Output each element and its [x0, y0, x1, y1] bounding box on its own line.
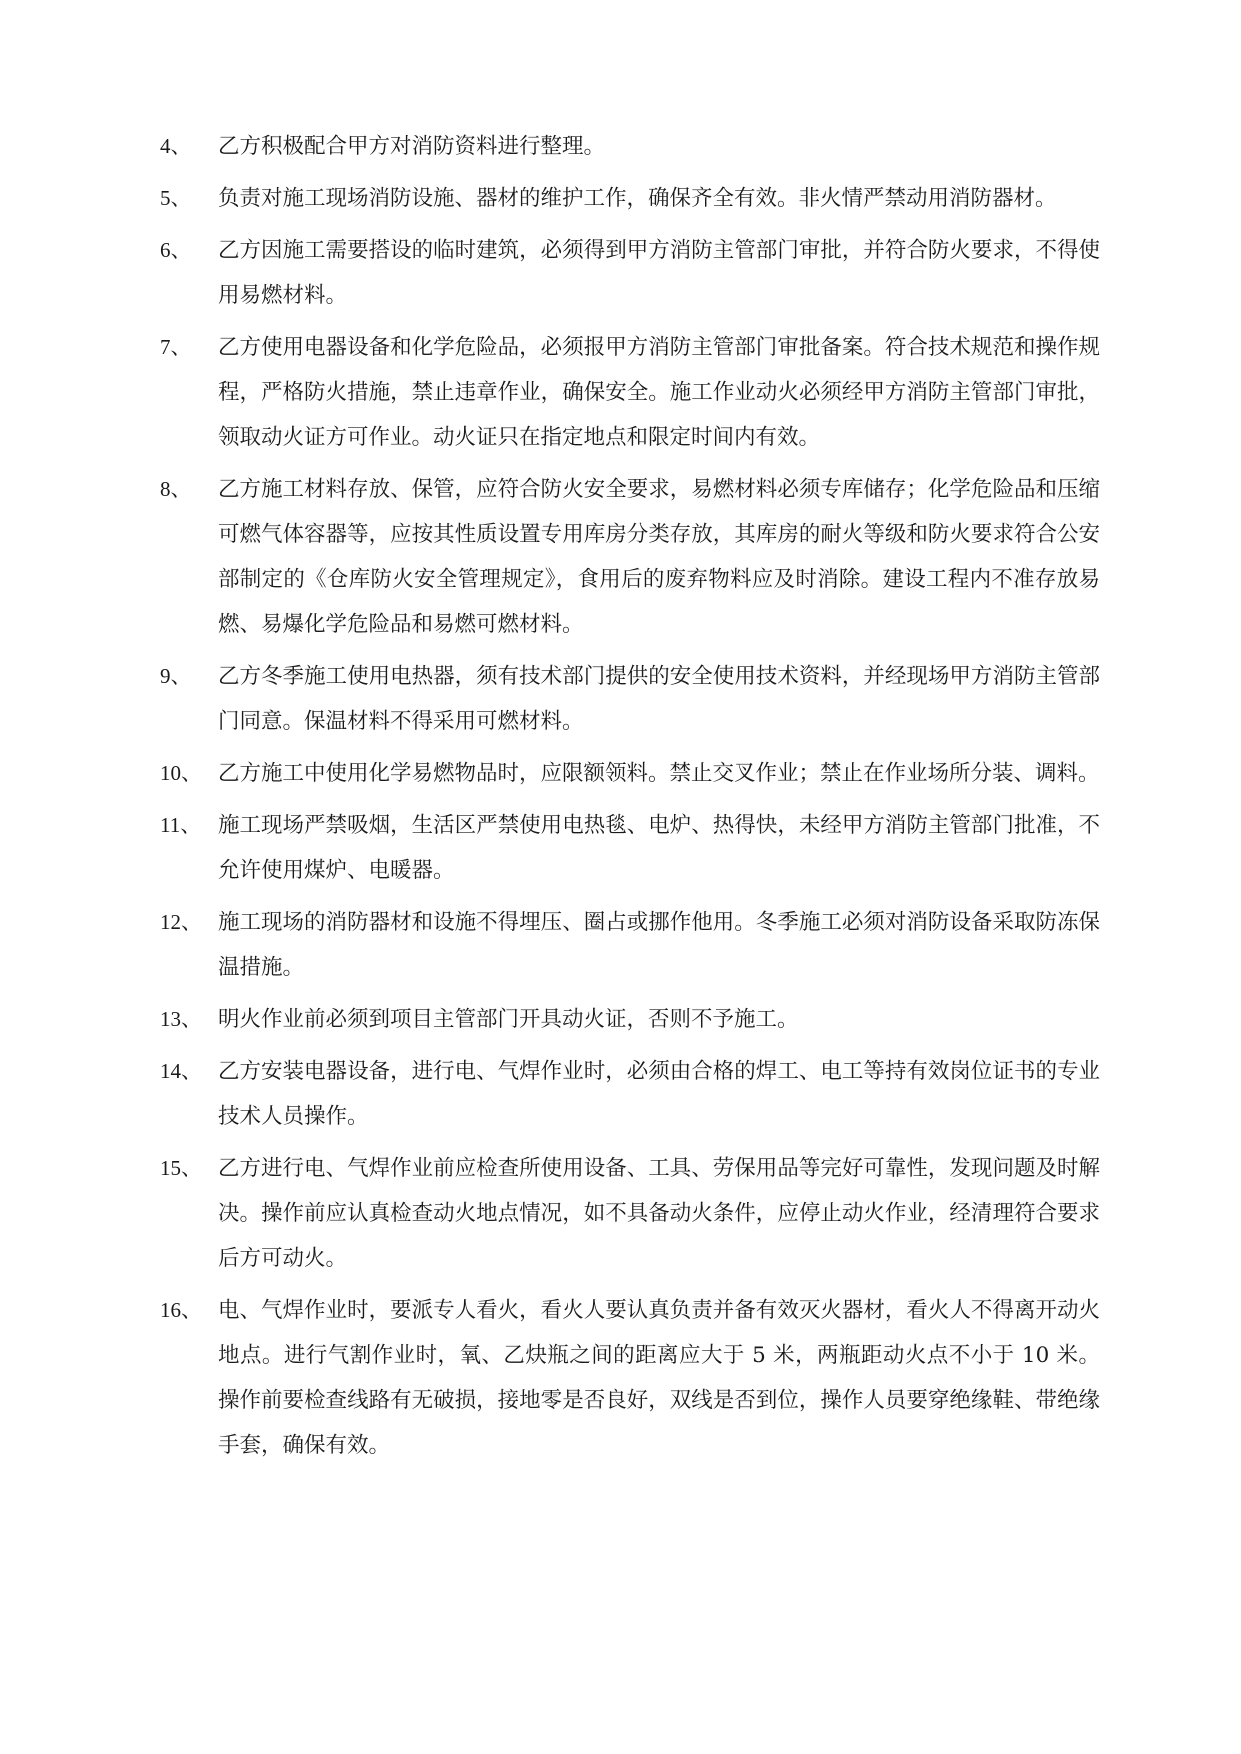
list-item	[160, 1146, 1100, 1288]
clause-list	[160, 124, 1100, 1475]
item-text: 乙方施工材料存放、保管，应符合防火安全要求，易燃材料必须专库储存；化学危险品和压缩可燃气体容器等，应按其性质设置专用库房分类存放，其库房的耐火等级和防火要求符合公安部制定的《仓库防火安全管理规定》，食用后的废弃物料应及时消除。建设工程内不准存放易燃、易爆化学危险品和易燃可燃材料。	[218, 477, 1100, 637]
item-number: 11、	[160, 813, 202, 837]
list-item	[160, 467, 1100, 654]
list-item	[160, 325, 1100, 467]
item-text: 乙方积极配合甲方对消防资料进行整理。	[218, 134, 606, 159]
item-number: 7、	[160, 335, 192, 359]
item-text: 乙方安装电器设备，进行电、气焊作业时，必须由合格的焊工、电工等持有效岗位证书的专业技术人员操作。	[218, 1059, 1100, 1129]
item-text: 乙方施工中使用化学易燃物品时，应限额领料。禁止交叉作业；禁止在作业场所分装、调料。	[218, 761, 1100, 786]
list-item	[160, 176, 1100, 228]
list-item	[160, 654, 1100, 751]
list-item	[160, 900, 1100, 997]
list-item	[160, 124, 1100, 176]
list-item	[160, 751, 1100, 803]
item-text: 乙方使用电器设备和化学危险品，必须报甲方消防主管部门审批备案。符合技术规范和操作规程，严格防火措施，禁止违章作业，确保安全。施工作业动火必须经甲方消防主管部门审批，领取动火证方可作业。动火证只在指定地点和限定时间内有效。	[218, 335, 1100, 450]
list-item	[160, 1049, 1100, 1146]
item-number: 10、	[160, 761, 202, 785]
item-number: 12、	[160, 910, 202, 934]
item-number: 4、	[160, 134, 192, 158]
item-text: 乙方冬季施工使用电热器，须有技术部门提供的安全使用技术资料，并经现场甲方消防主管部门同意。保温材料不得采用可燃材料。	[218, 664, 1100, 734]
item-text: 电、气焊作业时，要派专人看火，看火人要认真负责并备有效灭火器材，看火人不得离开动火地点。进行气割作业时，氧、乙炔瓶之间的距离应大于 5 米，两瓶距动火点不小于 10 米。操作前要检查线路有无破损，接地零是否良好，双线是否到位，操作人员要穿绝缘鞋、带绝缘手套，确保有效。	[218, 1298, 1100, 1458]
list-item	[160, 803, 1100, 900]
item-number: 13、	[160, 1007, 202, 1031]
item-number: 16、	[160, 1298, 202, 1322]
item-number: 5、	[160, 186, 192, 210]
list-item	[160, 1288, 1100, 1475]
item-text: 乙方进行电、气焊作业前应检查所使用设备、工具、劳保用品等完好可靠性，发现问题及时解决。操作前应认真检查动火地点情况，如不具备动火条件，应停止动火作业，经清理符合要求后方可动火。	[218, 1156, 1100, 1271]
item-text: 负责对施工现场消防设施、器材的维护工作，确保齐全有效。非火情严禁动用消防器材。	[218, 186, 1057, 211]
item-number: 14、	[160, 1059, 202, 1083]
item-text: 施工现场的消防器材和设施不得埋压、圈占或挪作他用。冬季施工必须对消防设备采取防冻保温措施。	[218, 910, 1100, 980]
item-number: 8、	[160, 477, 192, 501]
item-number: 9、	[160, 664, 192, 688]
item-number: 6、	[160, 238, 192, 262]
item-text: 施工现场严禁吸烟，生活区严禁使用电热毯、电炉、热得快，未经甲方消防主管部门批准，不允许使用煤炉、电暖器。	[218, 813, 1100, 883]
item-text: 乙方因施工需要搭设的临时建筑，必须得到甲方消防主管部门审批，并符合防火要求，不得使用易燃材料。	[218, 238, 1100, 308]
item-number: 15、	[160, 1156, 202, 1180]
list-item	[160, 228, 1100, 325]
list-item	[160, 997, 1100, 1049]
item-text: 明火作业前必须到项目主管部门开具动火证，否则不予施工。	[218, 1007, 799, 1032]
